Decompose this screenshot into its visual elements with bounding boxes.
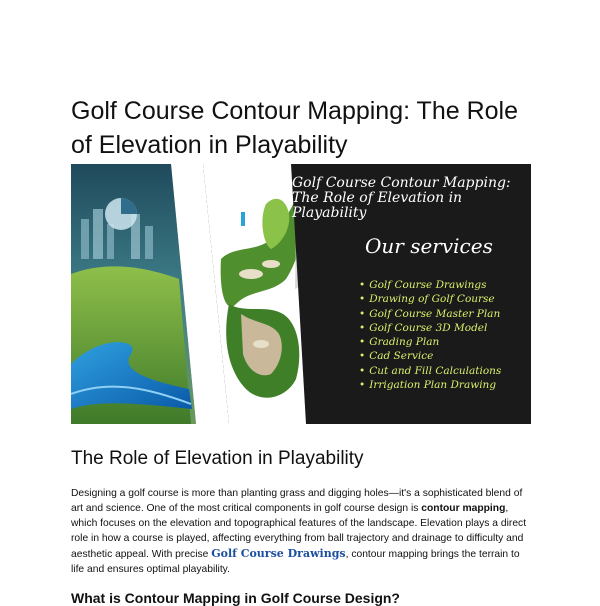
banner-title: Golf Course Contour Mapping: The Role of Elevation in Playability xyxy=(292,175,511,221)
intro-paragraph: Designing a golf course is more than planting grass and digging holes—it's a sophisticated blend of art and science. One of the most critical components in golf course design is contour mapping, which focuses on the elevation and topographical features of the landscape. Elevation plays a direct role in how a course is played, affecting everything from ball trajectory and drainage to difficulty and aesthetic appeal. With precise Golf Course Drawings, contour mapping brings the terrain to life and ensures optimal playability. xyxy=(71,488,527,575)
golf-course-drawings-link[interactable]: Golf Course Drawings xyxy=(211,547,346,560)
bullet-icon: • xyxy=(359,279,366,291)
bullet-icon: • xyxy=(359,350,366,363)
services-heading: Our services xyxy=(365,234,493,258)
hero-banner-image xyxy=(71,164,531,424)
section-subheading: What is Contour Mapping in Golf Course Design? xyxy=(71,590,400,606)
bullet-icon: • xyxy=(359,364,366,377)
service-item: • Drawing of Golf Course xyxy=(359,293,495,306)
bullet-icon: • xyxy=(359,321,366,334)
page-title: Golf Course Contour Mapping: The Role of Elevation in Playability xyxy=(71,97,518,159)
service-item: • Golf Course Drawings xyxy=(359,279,487,291)
bold-term: contour mapping xyxy=(421,503,506,514)
bullet-icon: • xyxy=(359,293,366,306)
service-item: • Golf Course 3D Model xyxy=(359,321,488,334)
service-item: • Cad Service xyxy=(359,350,434,363)
bullet-icon: • xyxy=(359,379,366,392)
section-heading: The Role of Elevation in Playability xyxy=(71,448,364,469)
service-item: • Grading Plan xyxy=(359,336,440,349)
bullet-icon: • xyxy=(359,336,366,349)
services-list xyxy=(359,278,501,392)
service-item: • Irrigation Plan Drawing xyxy=(359,379,497,392)
bullet-icon: • xyxy=(359,307,366,320)
service-item: • Golf Course Master Plan xyxy=(359,307,501,320)
service-item: • Cut and Fill Calculations xyxy=(359,364,502,377)
